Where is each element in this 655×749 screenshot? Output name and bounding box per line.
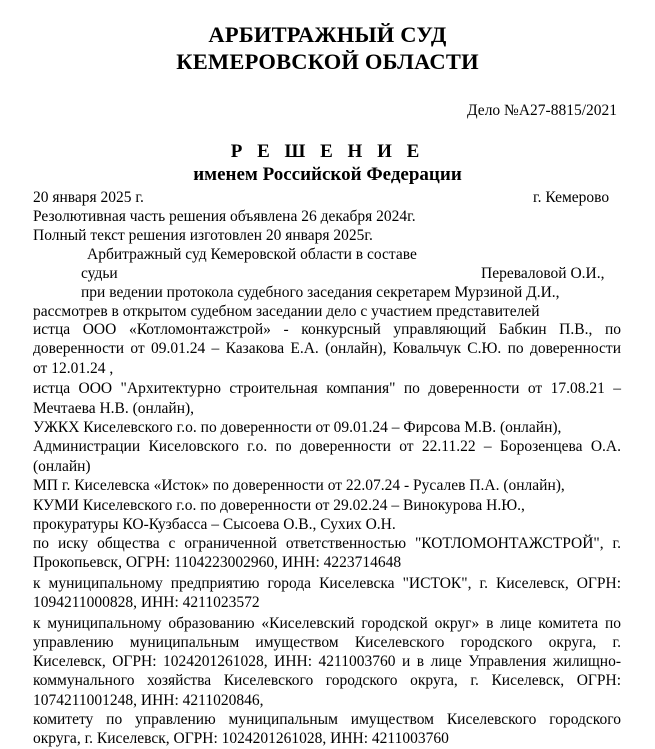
court-composition: Арбитражный суд Кемеровской области в составе [87, 246, 417, 263]
participant-line: по иску общества с ограниченной ответственностью "КОТЛОМОНТАЖСТРОЙ", г. [33, 535, 621, 552]
participant-line: к муниципальному предприятию города Киселевска "ИСТОК", г. Киселевск, ОГРН: [33, 575, 621, 592]
participant-line: Киселевск, ОГРН: 1024201261028, ИНН: 4211003760 и в лице Управления жилищно- [33, 653, 621, 670]
participant-line: Мечтаева Н.В. (онлайн), [33, 400, 195, 417]
participant-line: округа, г. Киселевск, ОГРН: 1024201261028, ИНН: 4211003760 [33, 730, 449, 747]
participant-line: 1074211001248, ИНН: 4211020846, [33, 692, 264, 709]
participant-line: Прокопьевск, ОГРН: 1104223002960, ИНН: 4223714648 [33, 554, 402, 571]
resolutive-part-note: Резолютивная часть решения объявлена 26 декабря 2024г. [33, 208, 416, 225]
participant-line: комитету по управлению муниципальным имуществом Киселевского городского [33, 711, 621, 728]
decision-title: Р Е Ш Е Н И Е [230, 141, 425, 162]
case-number: Дело №А27-8815/2021 [467, 102, 617, 119]
participant-line: (онлайн) [33, 458, 91, 475]
participant-line: коммунального хозяйства Киселевского городского округа, г. Киселевск, ОГРН: [33, 672, 621, 689]
participant-line: КУМИ Киселевского г.о. по доверенности от 29.02.24 – Винокурова Н.Ю., [33, 497, 525, 514]
participant-line: доверенности от 09.01.24 – Казакова Е.А. (онлайн), Ковальчук С.Ю. по доверенности [33, 340, 621, 357]
participant-line: МП г. Киселевска «Исток» по доверенности от 22.07.24 - Русалев П.А. (онлайн), [33, 477, 565, 494]
court-title-line2: КЕМЕРОВСКОЙ ОБЛАСТИ [176, 49, 479, 74]
court-title-line1: АРБИТРАЖНЫЙ СУД [208, 22, 447, 47]
participant-line: от 12.01.24 , [33, 360, 114, 377]
participant-line: управлению муниципальным имуществом Киселевского городского округа, г. [33, 634, 621, 651]
decision-city: г. Кемерово [533, 189, 610, 206]
participant-line: Администрации Киселовского г.о. по доверенности от 22.11.22 – Борозенцева О.А. [33, 438, 621, 455]
hearing-line: рассмотрев в открытом судебном заседании дело с участием представителей [33, 303, 540, 320]
decision-subtitle: именем Российской Федерации [193, 164, 462, 185]
participant-line: к муниципальному образованию «Киселевский городской округ» в лице комитета по [33, 615, 621, 632]
full-text-note: Полный текст решения изготовлен 20 января 2025г. [33, 227, 373, 244]
participant-line: 1094211000828, ИНН: 4211023572 [33, 594, 260, 611]
participant-line: прокуратуры КО-Кузбасса – Сысоева О.В., Сухих О.Н. [33, 516, 396, 533]
judge-name: Переваловой О.И., [481, 265, 605, 282]
participant-line: УЖКХ Киселевского г.о. по доверенности от 09.01.24 – Фирсова М.В. (онлайн), [33, 419, 562, 436]
judge-label: судьи [81, 265, 118, 282]
decision-date: 20 января 2025 г. [33, 189, 144, 206]
participant-line: истца ООО "Архитектурно строительная компания" по доверенности от 17.08.21 – [33, 380, 621, 397]
secretary-line: при ведении протокола судебного заседания секретарем Мурзиной Д.И., [81, 284, 560, 301]
participant-line: истца ООО «Котломонтажстрой» - конкурсный управляющий Бабкин П.В., по [33, 321, 621, 338]
